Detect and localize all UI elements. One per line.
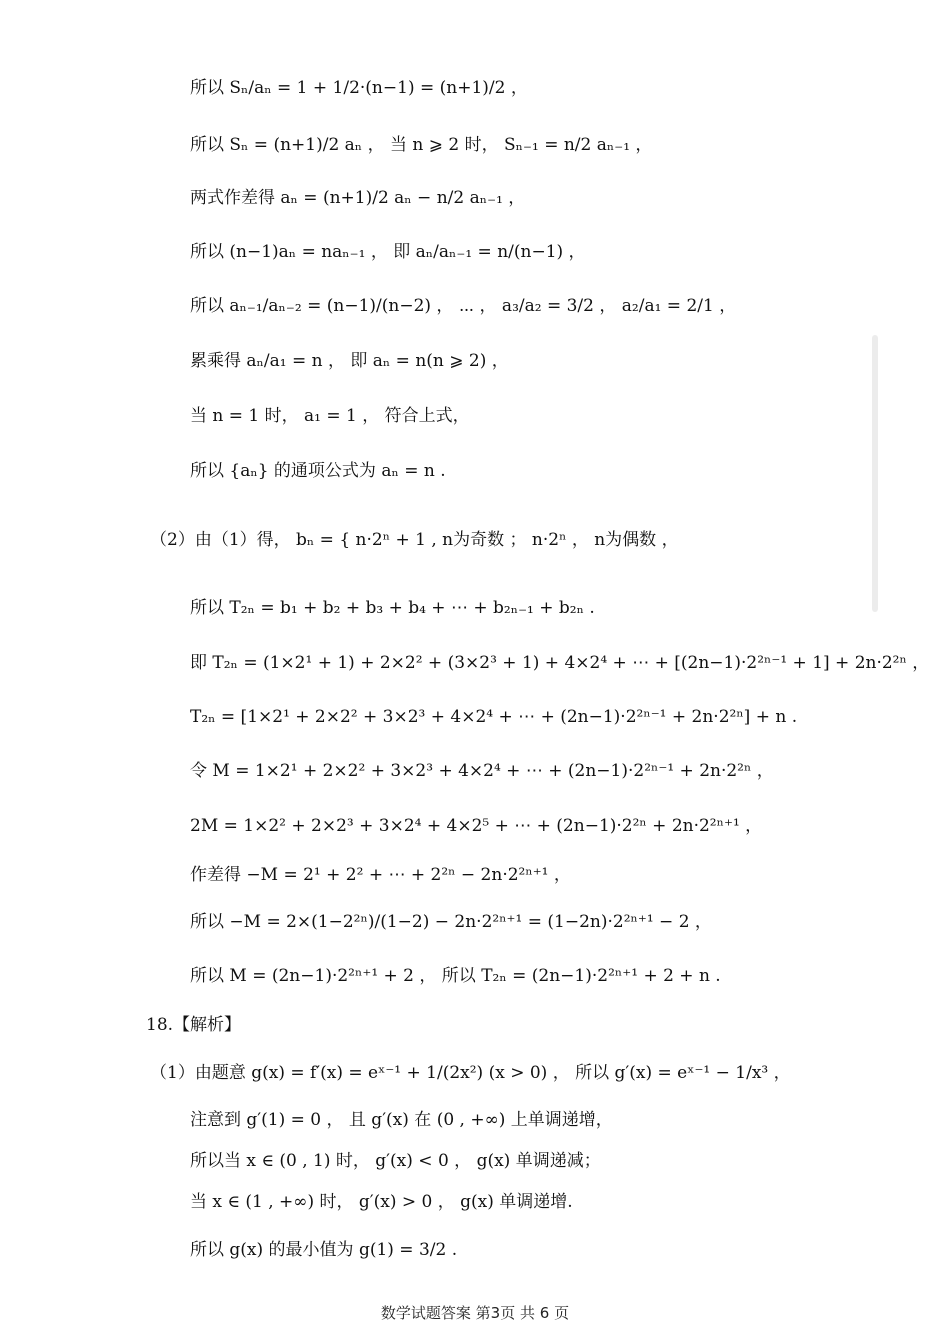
line-1: 所以 Sₙ/aₙ = 1 + 1/2·(n−1) = (n+1)/2 ， <box>190 78 528 98</box>
line-14: 2M = 1×2² + 2×2³ + 3×2⁴ + 4×2⁵ + ⋯ + (2n−1)·2²ⁿ + 2n·2²ⁿ⁺¹ ， <box>190 816 763 836</box>
line-17: 所以 M = (2n−1)·2²ⁿ⁺¹ + 2 ， 所以 T₂ₙ = (2n−1)·2²ⁿ⁺¹ + 2 + n . <box>190 966 721 986</box>
line-7: 当 n = 1 时， a₁ = 1 ， 符合上式， <box>190 406 470 426</box>
line-21: 所以当 x ∈ (0 , 1) 时， g′(x) < 0 ， g(x) 单调递减； <box>190 1151 601 1171</box>
line-20: 注意到 g′(1) = 0 ， 且 g′(x) 在 (0 , +∞) 上单调递增， <box>190 1110 613 1130</box>
scrollbar[interactable] <box>872 335 878 612</box>
line-6: 累乘得 aₙ/a₁ = n ， 即 aₙ = n(n ⩾ 2) ， <box>190 351 509 371</box>
line-16: 所以 −M = 2×(1−2²ⁿ)/(1−2) − 2n·2²ⁿ⁺¹ = (1−2n)·2²ⁿ⁺¹ − 2 ， <box>190 912 712 932</box>
line-19: （1）由题意 g(x) = f′(x) = eˣ⁻¹ + 1/(2x²) (x > 0) ， 所以 g′(x) = eˣ⁻¹ − 1/x³ ， <box>150 1063 791 1083</box>
line-23: 所以 g(x) 的最小值为 g(1) = 3/2 . <box>190 1240 458 1260</box>
line-5: 所以 aₙ₋₁/aₙ₋₂ = (n−1)/(n−2) ， ⋯ ， a₃/a₂ = 3/2 ， a₂/a₁ = 2/1 ， <box>190 296 737 316</box>
line-3: 两式作差得 aₙ = (n+1)/2 aₙ − n/2 aₙ₋₁ ， <box>190 188 526 208</box>
page-footer: 数学试题答案 第3页 共 6 页 <box>380 1304 570 1322</box>
line-10: 所以 T₂ₙ = b₁ + b₂ + b₃ + b₄ + ⋯ + b₂ₙ₋₁ + b₂ₙ . <box>190 598 595 618</box>
line-11: 即 T₂ₙ = (1×2¹ + 1) + 2×2² + (3×2³ + 1) + 4×2⁴ + ⋯ + [(2n−1)·2²ⁿ⁻¹ + 1] + 2n·2²ⁿ ， <box>190 653 930 673</box>
line-9: （2）由（1）得， bₙ = { n·2ⁿ + 1 , n为奇数 ； n·2ⁿ ， n为偶数 ， <box>150 530 679 550</box>
line-18-heading: 18.【解析】 <box>146 1015 242 1035</box>
line-2: 所以 Sₙ = (n+1)/2 aₙ ， 当 n ⩾ 2 时， Sₙ₋₁ = n/2 aₙ₋₁ ， <box>190 135 653 155</box>
line-15: 作差得 −M = 2¹ + 2² + ⋯ + 2²ⁿ − 2n·2²ⁿ⁺¹ ， <box>190 865 571 885</box>
line-22: 当 x ∈ (1 , +∞) 时， g′(x) > 0 ， g(x) 单调递增. <box>190 1192 573 1212</box>
line-8: 所以 {aₙ} 的通项公式为 aₙ = n . <box>190 461 446 481</box>
line-13: 令 M = 1×2¹ + 2×2² + 3×2³ + 4×2⁴ + ⋯ + (2n−1)·2²ⁿ⁻¹ + 2n·2²ⁿ ， <box>190 761 774 781</box>
line-12: T₂ₙ = [1×2¹ + 2×2² + 3×2³ + 4×2⁴ + ⋯ + (2n−1)·2²ⁿ⁻¹ + 2n·2²ⁿ] + n . <box>190 707 798 727</box>
line-4: 所以 (n−1)aₙ = naₙ₋₁ ， 即 aₙ/aₙ₋₁ = n/(n−1) ， <box>190 242 586 262</box>
